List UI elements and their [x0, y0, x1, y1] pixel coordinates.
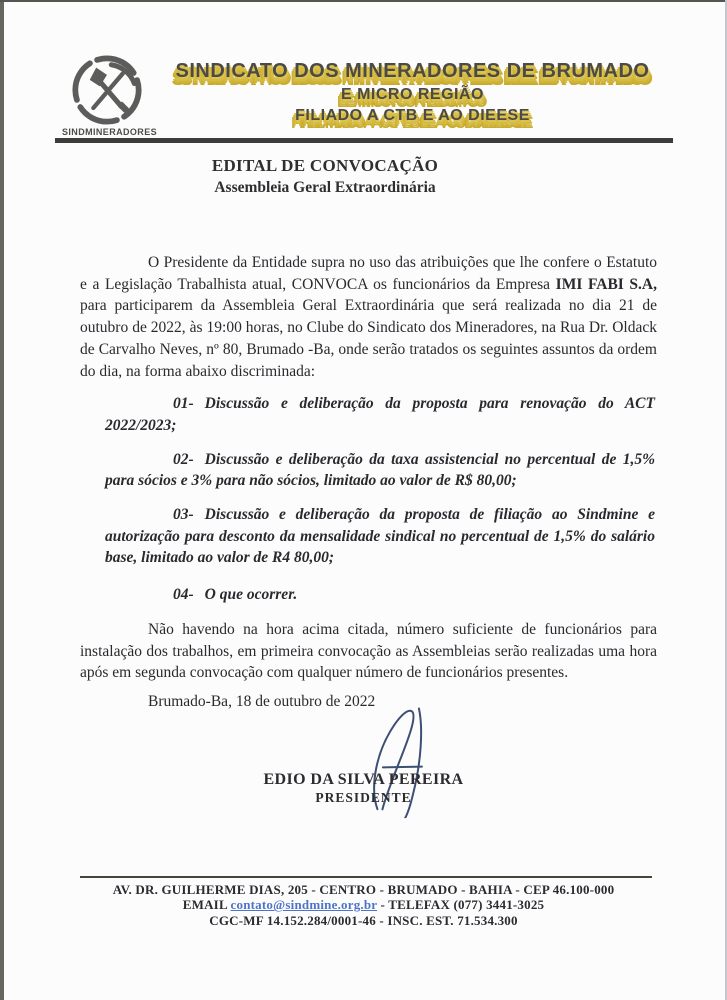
document-title: EDITAL DE CONVOCAÇÃO — [211, 156, 439, 175]
company-name: IMI FABI S.A, — [555, 275, 657, 293]
agenda-item-02-text: Discussão e deliberação da taxa assistencial no percentual de 1,5% para sócios e 3% para não sócios, limitado ao valor de R$ 80,00; — [105, 450, 655, 490]
organization-title — [165, 58, 660, 126]
footer-registration: CGC-MF 14.152.284/0001-46 - INSC. EST. 71.534.300 — [209, 912, 518, 928]
agenda-item-04-number: 04- — [173, 586, 194, 604]
agenda-item-01-number: 01- — [173, 395, 194, 413]
org-name-line3: FILIADO A CTB E AO DIEESE — [295, 107, 530, 124]
document-body — [80, 252, 657, 713]
closing-paragraph: Não havendo na hora acima citada, número suficiente de funcionários para instalação dos trabalhos, em primeira convocação as Assembleias serão realizadas uma hora após em segunda convocação com qualquer número de funcionários presentes. — [80, 620, 657, 682]
agenda-item-01-text: Discussão e deliberação da proposta para renovação do ACT 2022/2023; — [105, 395, 655, 434]
signature-scribble — [363, 705, 442, 825]
footer-contact-line — [0, 897, 727, 912]
agenda-item-04 — [105, 584, 655, 606]
agenda-item-04-text: O que ocorrer. — [204, 586, 298, 604]
agenda-item-03 — [105, 504, 655, 569]
agenda-item-02 — [105, 449, 655, 492]
miners-crossed-tools-icon — [62, 54, 152, 126]
agenda-item-02-number: 02- — [173, 450, 194, 468]
scan-edge-left — [0, 0, 4, 1000]
signature-block — [0, 771, 727, 806]
union-logo — [62, 54, 158, 137]
signer-name: EDIO DA SILVA PEREIRA — [263, 771, 464, 788]
footer-address: AV. DR. GUILHERME DIAS, 205 - CENTRO - BRUMADO - BAHIA - CEP 46.100-000 — [112, 882, 615, 897]
document-subtitle: Assembleia Geral Extraordinária — [214, 179, 436, 196]
email-link[interactable]: contato@sindmine.org.br — [230, 897, 378, 913]
intro-text-end: para participarem da Assembleia Geral Extraordinária que será realizada no dia 21 de outubro de 2022, às 19:00 horas, no Clube do Sindicato dos Mineradores, na Rua Dr. Oldack de Carvalho Neves, nº 80, Brumado -Ba, onde serão tratados os seguintes assuntos da ordem do dia, na forma abaixo discriminada: — [80, 297, 657, 380]
signer-title: PRESIDENTE — [315, 790, 412, 805]
scan-edge-top — [0, 0, 727, 2]
agenda-item-03-text: Discussão e deliberação da proposta de filiação ao Sindmine e autorização para desconto da mensalidade sindical no percentual de 1,5% do salário base, limitado ao valor de R4 80,00; — [105, 506, 655, 567]
footer-divider — [80, 876, 652, 878]
letterhead-divider — [55, 138, 673, 143]
org-name-line2: E MICRO REGIÃO — [340, 86, 484, 103]
footer-email-label: EMAIL — [182, 897, 231, 913]
agenda-item-03-number: 03- — [173, 506, 194, 524]
intro-paragraph — [80, 252, 657, 382]
date-line: Brumado-Ba, 18 de outubro de 2022 — [148, 692, 376, 710]
footer — [0, 882, 727, 928]
document-heading — [0, 155, 650, 198]
logo-label: SINDMINERADORES — [62, 127, 158, 137]
org-name-line1: SINDICATO DOS MINERADORES DE BRUMADO — [175, 60, 650, 82]
intro-text-start: O Presidente da Entidade supra no uso das atribuições que lhe confere o Estatuto e a Legislação Trabalhista atual, CONVOCA os funcionários da Empresa — [80, 254, 657, 293]
footer-telefax: - TELEFAX (077) 3441-3025 — [377, 897, 545, 913]
agenda-item-01 — [105, 393, 655, 436]
